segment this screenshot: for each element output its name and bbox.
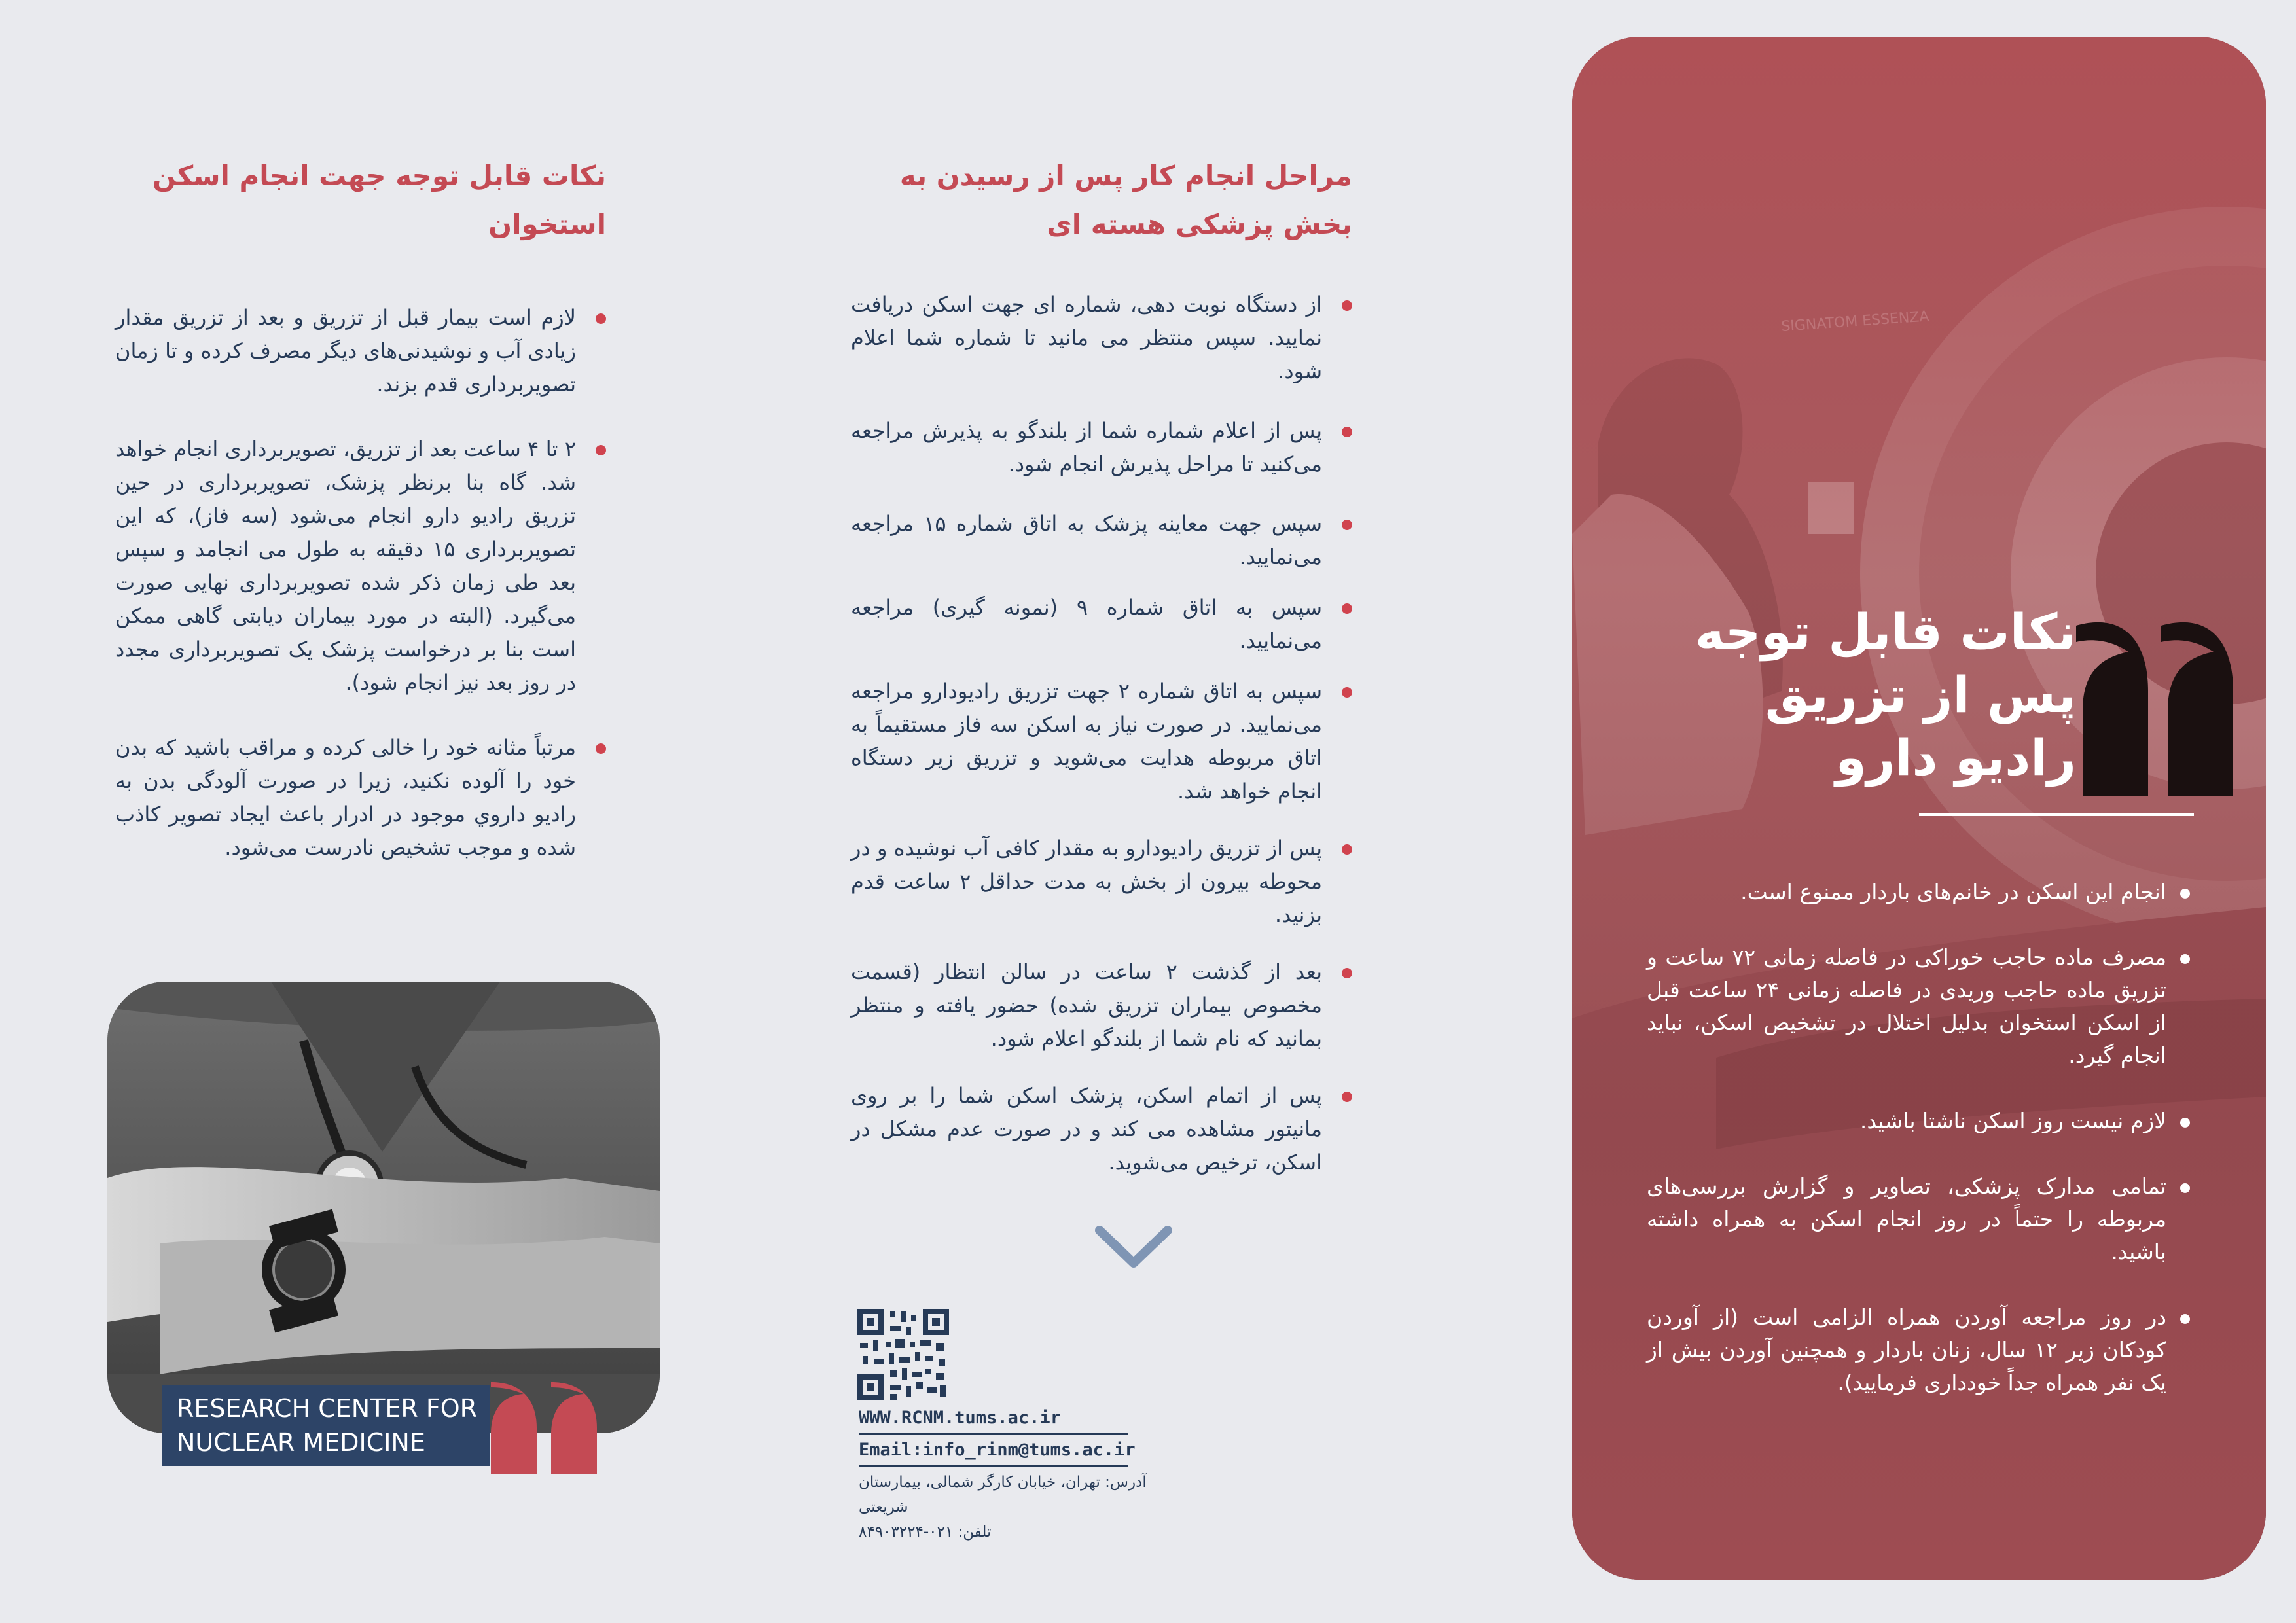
list-item: بعد از گذشت ۲ ساعت در سالن انتظار (قسمت مخصوص بیماران تزریق شده) حضور یافته و منتظر بمانید که نام شما از بلندگو اعلام شود.: [851, 955, 1352, 1056]
middle-list: [851, 288, 1352, 1179]
quote-mark-icon: [2070, 613, 2240, 809]
list-item: لازم نیست روز اسکن ناشتا باشید.: [1647, 1105, 2190, 1137]
quote-mark-icon: [484, 1382, 603, 1474]
list-item: پس از اعلام شماره شما از بلندگو به پذیرش مراجعه می‌کنید تا مراحل پذیرش انجام شود.: [851, 414, 1352, 481]
logo-line-2: NUCLEAR MEDICINE: [177, 1428, 425, 1457]
left-list: [115, 301, 606, 865]
list-item: مصرف ماده حاجب خوراکی در فاصله زمانی ۷۲ ساعت و تزریق ماده حاجب وریدی در فاصله زمانی ۲۴ ساعت قبل از اسکن استخوان بدلیل اختلال در تشخیص اسکن، نباید انجام گیرد.: [1647, 941, 2190, 1072]
list-item: لازم است بیمار قبل از تزریق و بعد از تزریق مقدار زیادی آب و نوشیدنی‌های دیگر مصرف کرده و تا زمان تصویربرداری قدم بزند.: [115, 301, 606, 401]
left-column: [115, 152, 606, 865]
email-link[interactable]: Email:info_rinm@tums.ac.ir: [859, 1440, 1136, 1460]
middle-heading: مراحل انجام کار پس از رسیدن به بخش پزشکی هسته ای: [899, 160, 1352, 240]
panel-title-line: رادیو دارو: [1835, 728, 2076, 787]
list-item: تمامی مدارک پزشکی، تصاویر و گزارش بررسی‌های مربوطه را حتماً در روز انجام اسکن به همراه داشته باشید.: [1647, 1170, 2190, 1268]
chevron-down-icon: [1094, 1225, 1173, 1271]
right-panel: [1572, 37, 2266, 1580]
list-item: سپس به اتاق شماره ۹ (نمونه گیری) مراجعه می‌نمایید.: [851, 591, 1352, 658]
panel-title-line: نکات قابل توجه: [1695, 603, 2076, 661]
middle-column: [851, 152, 1352, 1179]
doctor-photo: [107, 982, 660, 1433]
contact-info: [859, 1406, 1173, 1544]
website-link[interactable]: WWW.RCNM.tums.ac.ir: [859, 1408, 1061, 1428]
list-item: انجام این اسکن در خانم‌های باردار ممنوع است.: [1647, 876, 2190, 908]
list-item: ۲ تا ۴ ساعت بعد از تزریق، تصویربرداری انجام خواهد شد. گاه بنا برنظر پزشک، تصویربرداری در حین تزریق رادیو دارو انجام می‌شود (سه فاز)، که این تصویربرداری ۱۵ دقیقه به طول می انجامد و سپس بعد طی زمان ذکر شده تصویربرداری نهایی صورت می‌گیرد. (البته در مورد بیماران دیابتی گاهی ممکن است بنا بر درخواست پزشک یک تصویربرداری مجدد در روز بعد نیز انجام شود).: [115, 433, 606, 700]
research-center-logo: [162, 1385, 490, 1466]
divider: [859, 1465, 1128, 1467]
phone-text: تلفن: ۰۲۱-۸۴۹۰۳۲۲۴: [859, 1524, 992, 1541]
divider: [859, 1433, 1128, 1435]
list-item: پس از تزریق رادیودارو به مقدار کافی آب نوشیده و در محوطه بیرون از بخش به مدت حداقل ۲ ساعت قدم بزنید.: [851, 832, 1352, 932]
panel-title: [1657, 601, 2076, 789]
list-item: مرتباً مثانه خود را خالی کرده و مراقب باشید که بدن خود را آلوده نکنید، زیرا در صورت آلودگی بدن به رادیو داروي موجود در ادرار باعث ایجاد تصویر کاذب شده و موجب تشخیص نادرست می‌شود.: [115, 731, 606, 865]
list-item: در روز مراجعه آوردن همراه الزامی است (از آوردن کودکان زیر ۱۲ سال، زنان باردار و همچنین آوردن بیش از یک نفر همراه جداً خودداری فرمایید).: [1647, 1301, 2190, 1399]
doctor-illustration: [107, 982, 660, 1433]
address-text: آدرس: تهران، خیابان کارگر شمالی، بیمارستان شریعتی: [859, 1474, 1147, 1516]
list-item: سپس جهت معاینه پزشک به اتاق شماره ۱۵ مراجعه می‌نمایید.: [851, 507, 1352, 574]
list-item: سپس به اتاق شماره ۲ جهت تزریق رادیودارو مراجعه می‌نمایید. در صورت نیاز به اسکن سه فاز مستقیماً به اتاق مربوطه هدایت می‌شوید و تزریق زیر دستگاه انجام خواهد شد.: [851, 675, 1352, 808]
panel-list: [1647, 876, 2190, 1399]
left-heading: نکات قابل توجه جهت انجام اسکن استخوان: [152, 160, 606, 240]
qr-code-icon: [857, 1309, 949, 1400]
list-item: پس از اتمام اسکن، پزشک اسکن شما را بر روی مانیتور مشاهده می کند و در صورت عدم مشکل در اسکن، ترخیص می‌شوید.: [851, 1079, 1352, 1179]
panel-title-line: پس از تزریق: [1765, 666, 2076, 724]
list-item: از دستگاه نوبت دهی، شماره ای جهت اسکن دریافت نمایید. سپس منتظر می مانید تا شماره شما اعلام شود.: [851, 288, 1352, 388]
divider: [1919, 813, 2194, 816]
logo-line-1: RESEARCH CENTER FOR: [177, 1394, 478, 1423]
